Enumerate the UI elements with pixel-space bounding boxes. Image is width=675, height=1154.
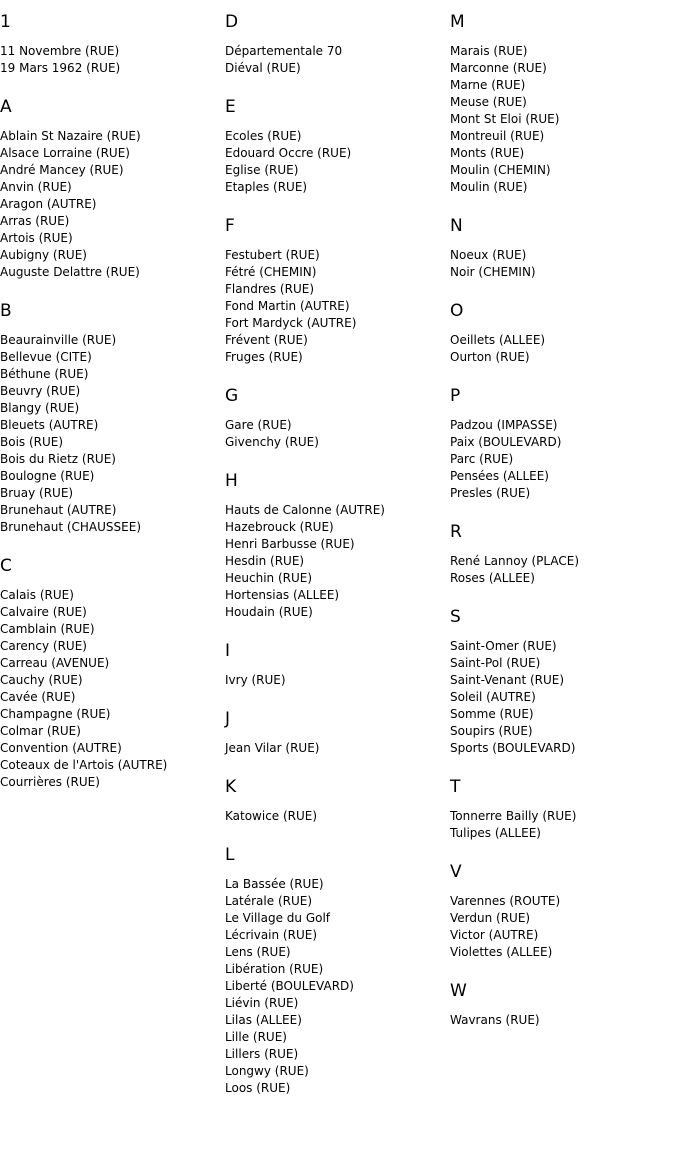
street-link[interactable]: Soleil (AUTRE) xyxy=(450,690,536,704)
street-link[interactable]: Sports (BOULEVARD) xyxy=(450,741,576,755)
letter-heading: E xyxy=(225,97,236,117)
street-link[interactable]: Liévin (RUE) xyxy=(225,996,299,1010)
street-link[interactable]: Ivry (RUE) xyxy=(225,673,286,687)
street-link[interactable]: Cavée (RUE) xyxy=(0,690,76,704)
street-link[interactable]: Brunehaut (CHAUSSEE) xyxy=(0,520,141,534)
street-link[interactable]: 19 Mars 1962 (RUE) xyxy=(0,61,121,75)
street-link[interactable]: Hesdin (RUE) xyxy=(225,554,305,568)
street-link[interactable]: Cauchy (RUE) xyxy=(0,673,83,687)
street-list xyxy=(225,417,445,451)
letter-section xyxy=(0,302,220,536)
letter-section xyxy=(450,217,670,281)
street-list xyxy=(0,43,220,77)
street-list xyxy=(0,332,220,536)
street-link[interactable]: Moulin (RUE) xyxy=(450,180,528,194)
street-link[interactable]: René Lannoy (PLACE) xyxy=(450,554,580,568)
street-list xyxy=(450,43,670,196)
letter-section xyxy=(225,710,445,757)
letter-heading: C xyxy=(0,556,12,576)
street-link[interactable]: Libération (RUE) xyxy=(225,962,324,976)
letter-heading: M xyxy=(450,12,465,32)
letter-heading: S xyxy=(450,607,461,627)
letter-section xyxy=(450,523,670,587)
street-list xyxy=(225,43,445,77)
street-link[interactable]: Henri Barbusse (RUE) xyxy=(225,537,355,551)
street-link[interactable]: Lillers (RUE) xyxy=(225,1047,299,1061)
street-link[interactable]: Paix (BOULEVARD) xyxy=(450,435,562,449)
street-link[interactable]: Katowice (RUE) xyxy=(225,809,318,823)
street-link[interactable]: Saint-Omer (RUE) xyxy=(450,639,557,653)
street-link[interactable]: Flandres (RUE) xyxy=(225,282,314,296)
street-list xyxy=(225,740,445,757)
street-link[interactable]: Carency (RUE) xyxy=(0,639,87,653)
street-link[interactable]: Aubigny (RUE) xyxy=(0,248,87,262)
letter-section xyxy=(225,387,445,451)
street-link[interactable]: Arras (RUE) xyxy=(0,214,70,228)
street-link[interactable]: Ablain St Nazaire (RUE) xyxy=(0,129,141,143)
street-list xyxy=(450,808,670,842)
street-link[interactable]: Tonnerre Bailly (RUE) xyxy=(450,809,577,823)
street-link[interactable]: Frévent (RUE) xyxy=(225,333,308,347)
street-link[interactable]: Parc (RUE) xyxy=(450,452,514,466)
letter-section xyxy=(225,778,445,825)
street-link[interactable]: Alsace Lorraine (RUE) xyxy=(0,146,130,160)
street-link[interactable]: Monts (RUE) xyxy=(450,146,525,160)
letter-heading: F xyxy=(225,216,235,236)
street-index-column-3 xyxy=(450,13,670,1050)
street-link[interactable]: Jean Vilar (RUE) xyxy=(225,741,320,755)
street-link[interactable]: Beaurainville (RUE) xyxy=(0,333,117,347)
street-list xyxy=(0,128,220,281)
street-link[interactable]: Le Village du Golf xyxy=(225,911,331,925)
street-link[interactable]: Presles (RUE) xyxy=(450,486,531,500)
street-link[interactable]: Pensées (ALLEE) xyxy=(450,469,549,483)
street-link[interactable]: Artois (RUE) xyxy=(0,231,73,245)
street-link[interactable]: Brunehaut (AUTRE) xyxy=(0,503,117,517)
street-link[interactable]: Bois du Rietz (RUE) xyxy=(0,452,116,466)
letter-heading: O xyxy=(450,301,464,321)
street-list xyxy=(225,247,445,366)
street-link[interactable]: Champagne (RUE) xyxy=(0,707,111,721)
street-link[interactable]: Meuse (RUE) xyxy=(450,95,527,109)
street-link[interactable]: Soupirs (RUE) xyxy=(450,724,533,738)
letter-section xyxy=(450,302,670,366)
street-link[interactable]: Noir (CHEMIN) xyxy=(450,265,536,279)
street-list xyxy=(450,247,670,281)
street-list xyxy=(225,808,445,825)
street-link[interactable]: Bruay (RUE) xyxy=(0,486,74,500)
street-link[interactable]: Saint-Venant (RUE) xyxy=(450,673,565,687)
street-link[interactable]: Eglise (RUE) xyxy=(225,163,299,177)
street-list xyxy=(450,638,670,757)
street-link[interactable]: Heuchin (RUE) xyxy=(225,571,313,585)
street-link[interactable]: Loos (RUE) xyxy=(225,1081,291,1095)
letter-section xyxy=(450,13,670,196)
street-link[interactable]: Violettes (ALLEE) xyxy=(450,945,553,959)
street-link[interactable]: Hazebrouck (RUE) xyxy=(225,520,334,534)
street-link[interactable]: Beuvry (RUE) xyxy=(0,384,81,398)
street-link[interactable]: Montreuil (RUE) xyxy=(450,129,545,143)
street-link[interactable]: Hauts de Calonne (AUTRE) xyxy=(225,503,385,517)
letter-heading: L xyxy=(225,845,235,865)
street-link[interactable]: Bellevue (CITE) xyxy=(0,350,92,364)
street-link[interactable]: Festubert (RUE) xyxy=(225,248,320,262)
street-link[interactable]: Oeillets (ALLEE) xyxy=(450,333,546,347)
street-link[interactable]: Lens (RUE) xyxy=(225,945,291,959)
street-link[interactable]: Camblain (RUE) xyxy=(0,622,95,636)
street-link[interactable]: Fond Martin (AUTRE) xyxy=(225,299,350,313)
street-link[interactable]: Etaples (RUE) xyxy=(225,180,308,194)
letter-heading: K xyxy=(225,777,237,797)
street-link[interactable]: Mont St Eloi (RUE) xyxy=(450,112,560,126)
street-link[interactable]: Béthune (RUE) xyxy=(0,367,89,381)
street-link[interactable]: Ecoles (RUE) xyxy=(225,129,302,143)
street-link[interactable]: Boulogne (RUE) xyxy=(0,469,95,483)
street-link[interactable]: Bleuets (AUTRE) xyxy=(0,418,99,432)
street-link[interactable]: Victor (AUTRE) xyxy=(450,928,539,942)
street-link[interactable]: Houdain (RUE) xyxy=(225,605,313,619)
letter-heading: I xyxy=(225,641,231,661)
letter-section xyxy=(450,387,670,502)
letter-section xyxy=(225,846,445,1097)
street-link[interactable]: Convention (AUTRE) xyxy=(0,741,122,755)
street-link[interactable]: Carreau (AVENUE) xyxy=(0,656,110,670)
letter-heading: D xyxy=(225,12,239,32)
street-link[interactable]: Diéval (RUE) xyxy=(225,61,301,75)
letter-heading: G xyxy=(225,386,239,406)
street-link[interactable]: Verdun (RUE) xyxy=(450,911,531,925)
street-link[interactable]: Moulin (CHEMIN) xyxy=(450,163,551,177)
street-list xyxy=(0,587,220,791)
letter-heading: 1 xyxy=(0,12,11,32)
street-link[interactable]: Auguste Delattre (RUE) xyxy=(0,265,140,279)
street-link[interactable]: Marconne (RUE) xyxy=(450,61,547,75)
street-link[interactable]: Coteaux de l'Artois (AUTRE) xyxy=(0,758,168,772)
letter-heading: T xyxy=(450,777,461,797)
letter-heading: R xyxy=(450,522,462,542)
street-link[interactable]: Aragon (AUTRE) xyxy=(0,197,97,211)
street-link[interactable]: André Mancey (RUE) xyxy=(0,163,124,177)
letter-section xyxy=(0,557,220,791)
street-link[interactable]: Courrières (RUE) xyxy=(0,775,100,789)
letter-heading: A xyxy=(0,97,12,117)
letter-heading: B xyxy=(0,301,12,321)
letter-section xyxy=(225,642,445,689)
street-link[interactable]: Blangy (RUE) xyxy=(0,401,80,415)
street-link[interactable]: Tulipes (ALLEE) xyxy=(450,826,541,840)
street-link[interactable]: Colmar (RUE) xyxy=(0,724,81,738)
street-link[interactable]: Noeux (RUE) xyxy=(450,248,527,262)
street-link[interactable]: Liberté (BOULEVARD) xyxy=(225,979,354,993)
street-list xyxy=(225,128,445,196)
street-link[interactable]: Bois (RUE) xyxy=(0,435,64,449)
letter-section xyxy=(450,863,670,961)
letter-section xyxy=(225,217,445,366)
street-link[interactable]: 11 Novembre (RUE) xyxy=(0,44,120,58)
street-link[interactable]: Fruges (RUE) xyxy=(225,350,303,364)
street-link[interactable]: Somme (RUE) xyxy=(450,707,534,721)
street-link[interactable]: Départementale 70 xyxy=(225,44,343,58)
street-link[interactable]: Calvaire (RUE) xyxy=(0,605,87,619)
letter-section xyxy=(450,608,670,757)
letter-heading: W xyxy=(450,981,467,1001)
street-link[interactable]: Givenchy (RUE) xyxy=(225,435,319,449)
street-link[interactable]: Lécrivain (RUE) xyxy=(225,928,317,942)
street-index-column-2 xyxy=(225,13,445,1118)
street-link[interactable]: Lille (RUE) xyxy=(225,1030,287,1044)
letter-section xyxy=(450,778,670,842)
letter-heading: H xyxy=(225,471,238,491)
street-list xyxy=(450,893,670,961)
street-list xyxy=(450,417,670,502)
letter-section xyxy=(225,472,445,621)
street-link[interactable]: La Bassée (RUE) xyxy=(225,877,324,891)
street-list xyxy=(225,876,445,1097)
letter-heading: P xyxy=(450,386,461,406)
street-link[interactable]: Anvin (RUE) xyxy=(0,180,72,194)
street-link[interactable]: Gare (RUE) xyxy=(225,418,292,432)
street-link[interactable]: Saint-Pol (RUE) xyxy=(450,656,541,670)
street-list xyxy=(225,672,445,689)
letter-section xyxy=(0,98,220,281)
letter-heading: V xyxy=(450,862,462,882)
street-link[interactable]: Fétré (CHEMIN) xyxy=(225,265,317,279)
letter-heading: J xyxy=(225,709,231,729)
street-link[interactable]: Longwy (RUE) xyxy=(225,1064,309,1078)
street-link[interactable]: Marne (RUE) xyxy=(450,78,526,92)
street-index-column-1 xyxy=(0,13,220,812)
street-link[interactable]: Lilas (ALLEE) xyxy=(225,1013,302,1027)
street-link[interactable]: Roses (ALLEE) xyxy=(450,571,535,585)
street-link[interactable]: Fort Mardyck (AUTRE) xyxy=(225,316,357,330)
street-list xyxy=(450,553,670,587)
street-link[interactable]: Padzou (IMPASSE) xyxy=(450,418,558,432)
street-list xyxy=(450,1012,670,1029)
street-link[interactable]: Calais (RUE) xyxy=(0,588,74,602)
street-link[interactable]: Hortensias (ALLEE) xyxy=(225,588,340,602)
street-link[interactable]: Ourton (RUE) xyxy=(450,350,530,364)
street-link[interactable]: Varennes (ROUTE) xyxy=(450,894,561,908)
letter-section xyxy=(225,13,445,77)
letter-heading: N xyxy=(450,216,463,236)
street-list xyxy=(225,502,445,621)
letter-section xyxy=(450,982,670,1029)
street-link[interactable]: Edouard Occre (RUE) xyxy=(225,146,352,160)
letter-section xyxy=(225,98,445,196)
street-link[interactable]: Marais (RUE) xyxy=(450,44,528,58)
street-link[interactable]: Latérale (RUE) xyxy=(225,894,313,908)
letter-section xyxy=(0,13,220,77)
street-list xyxy=(450,332,670,366)
street-link[interactable]: Wavrans (RUE) xyxy=(450,1013,540,1027)
